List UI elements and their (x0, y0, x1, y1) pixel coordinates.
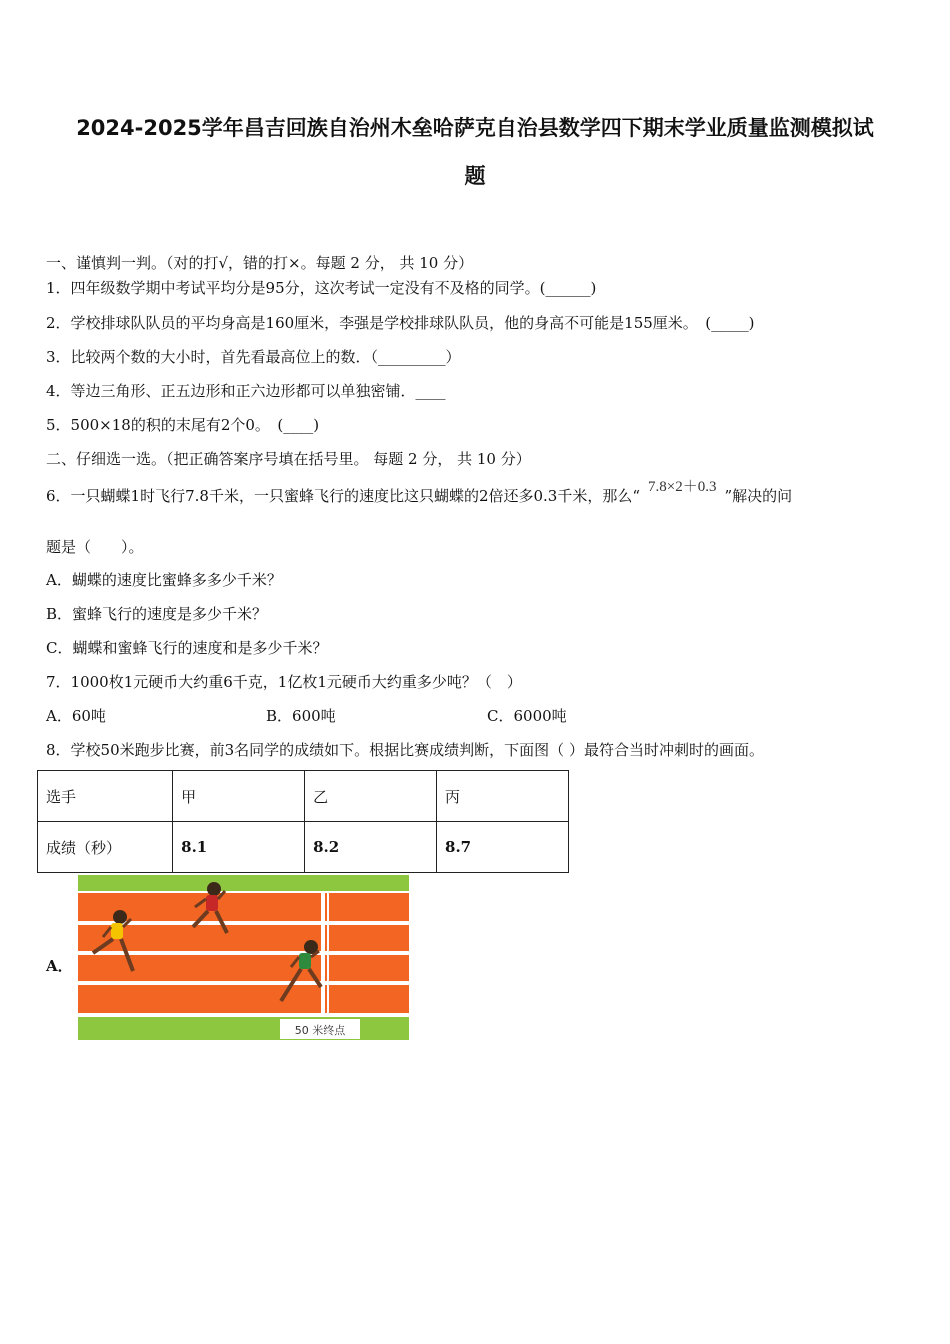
question-6-option-c: C．蝴蝶和蜜蜂飞行的速度和是多少千米？ (46, 639, 328, 657)
question-6-continued: 题是（ ）。 (46, 538, 144, 556)
question-6-text-start: 6．一只蝴蝶1时飞行7.8千米，一只蜜蜂飞行的速度比这只蝴蝶的2倍还多0.3千米，那么“ (46, 487, 641, 505)
question-6-option-b: B．蜜蜂飞行的速度是多少千米？ (46, 605, 268, 623)
grass-top (78, 875, 409, 891)
lane-line (78, 981, 409, 985)
question-2: 2．学校排球队队员的平均身高是160厘米，李强是学校排球队队员，他的身高不可能是155厘米。 (_____) (46, 314, 755, 332)
finish-sign-text: 50 米终点 (294, 1024, 346, 1037)
table-header-cell: 丙 (437, 771, 569, 822)
table-cell: 8.1 (173, 822, 305, 873)
question-7-option-c: C．6000吨 (487, 707, 567, 725)
running-track-image (75, 875, 410, 1040)
table-row (38, 771, 569, 822)
question-6-expression: 7.8×2＋0.3 (648, 479, 717, 495)
section-1-heading: 一、谨慎判一判。（对的打√，错的打×。每题 2 分， 共 10 分） (46, 254, 474, 272)
table-cell: 成绩（秒） (38, 822, 173, 873)
question-8: 8．学校50米跑步比赛，前3名同学的成绩如下。根据比赛成绩判断，下面图（ ）最符合当时冲刺时的画面。 (46, 741, 764, 759)
page-title-line-1: 2024-2025学年昌吉回族自治州木垒哈萨克自治县数学四下期末学业质量监测模拟试 (76, 116, 874, 140)
question-7-option-b: B．600吨 (266, 707, 336, 725)
question-6-option-a: A．蝴蝶的速度比蜜蜂多多少千米？ (46, 571, 282, 589)
table-cell: 8.2 (305, 822, 437, 873)
question-4: 4．等边三角形、正五边形和正六边形都可以单独密铺．____ (46, 382, 446, 400)
table-header-cell: 乙 (305, 771, 437, 822)
page-title-line-2: 题 (464, 164, 486, 188)
table-row (38, 822, 569, 873)
question-7-option-a: A．60吨 (46, 707, 106, 725)
table-cell: 8.7 (437, 822, 569, 873)
section-2-heading: 二、仔细选一选。（把正确答案序号填在括号里。 每题 2 分， 共 10 分） (46, 450, 531, 468)
option-a-label: A． (46, 957, 73, 975)
question-5: 5．500×18的积的末尾有2个0。 (____) (46, 416, 320, 434)
question-6 (46, 479, 793, 506)
scores-table (37, 770, 569, 873)
question-6-text-end: ”解决的问 (724, 487, 793, 505)
question-1: 1．四年级数学期中考试平均分是95分，这次考试一定没有不及格的同学。(______) (46, 279, 597, 297)
table-header-cell: 选手 (38, 771, 173, 822)
finish-line-inner (327, 893, 329, 1013)
table-header-cell: 甲 (173, 771, 305, 822)
finish-line (321, 893, 325, 1013)
question-3: 3．比较两个数的大小时，首先看最高位上的数．（_________） (46, 348, 461, 366)
question-7: 7．1000枚1元硬币大约重6千克，1亿枚1元硬币大约重多少吨？（ ） (46, 673, 522, 691)
